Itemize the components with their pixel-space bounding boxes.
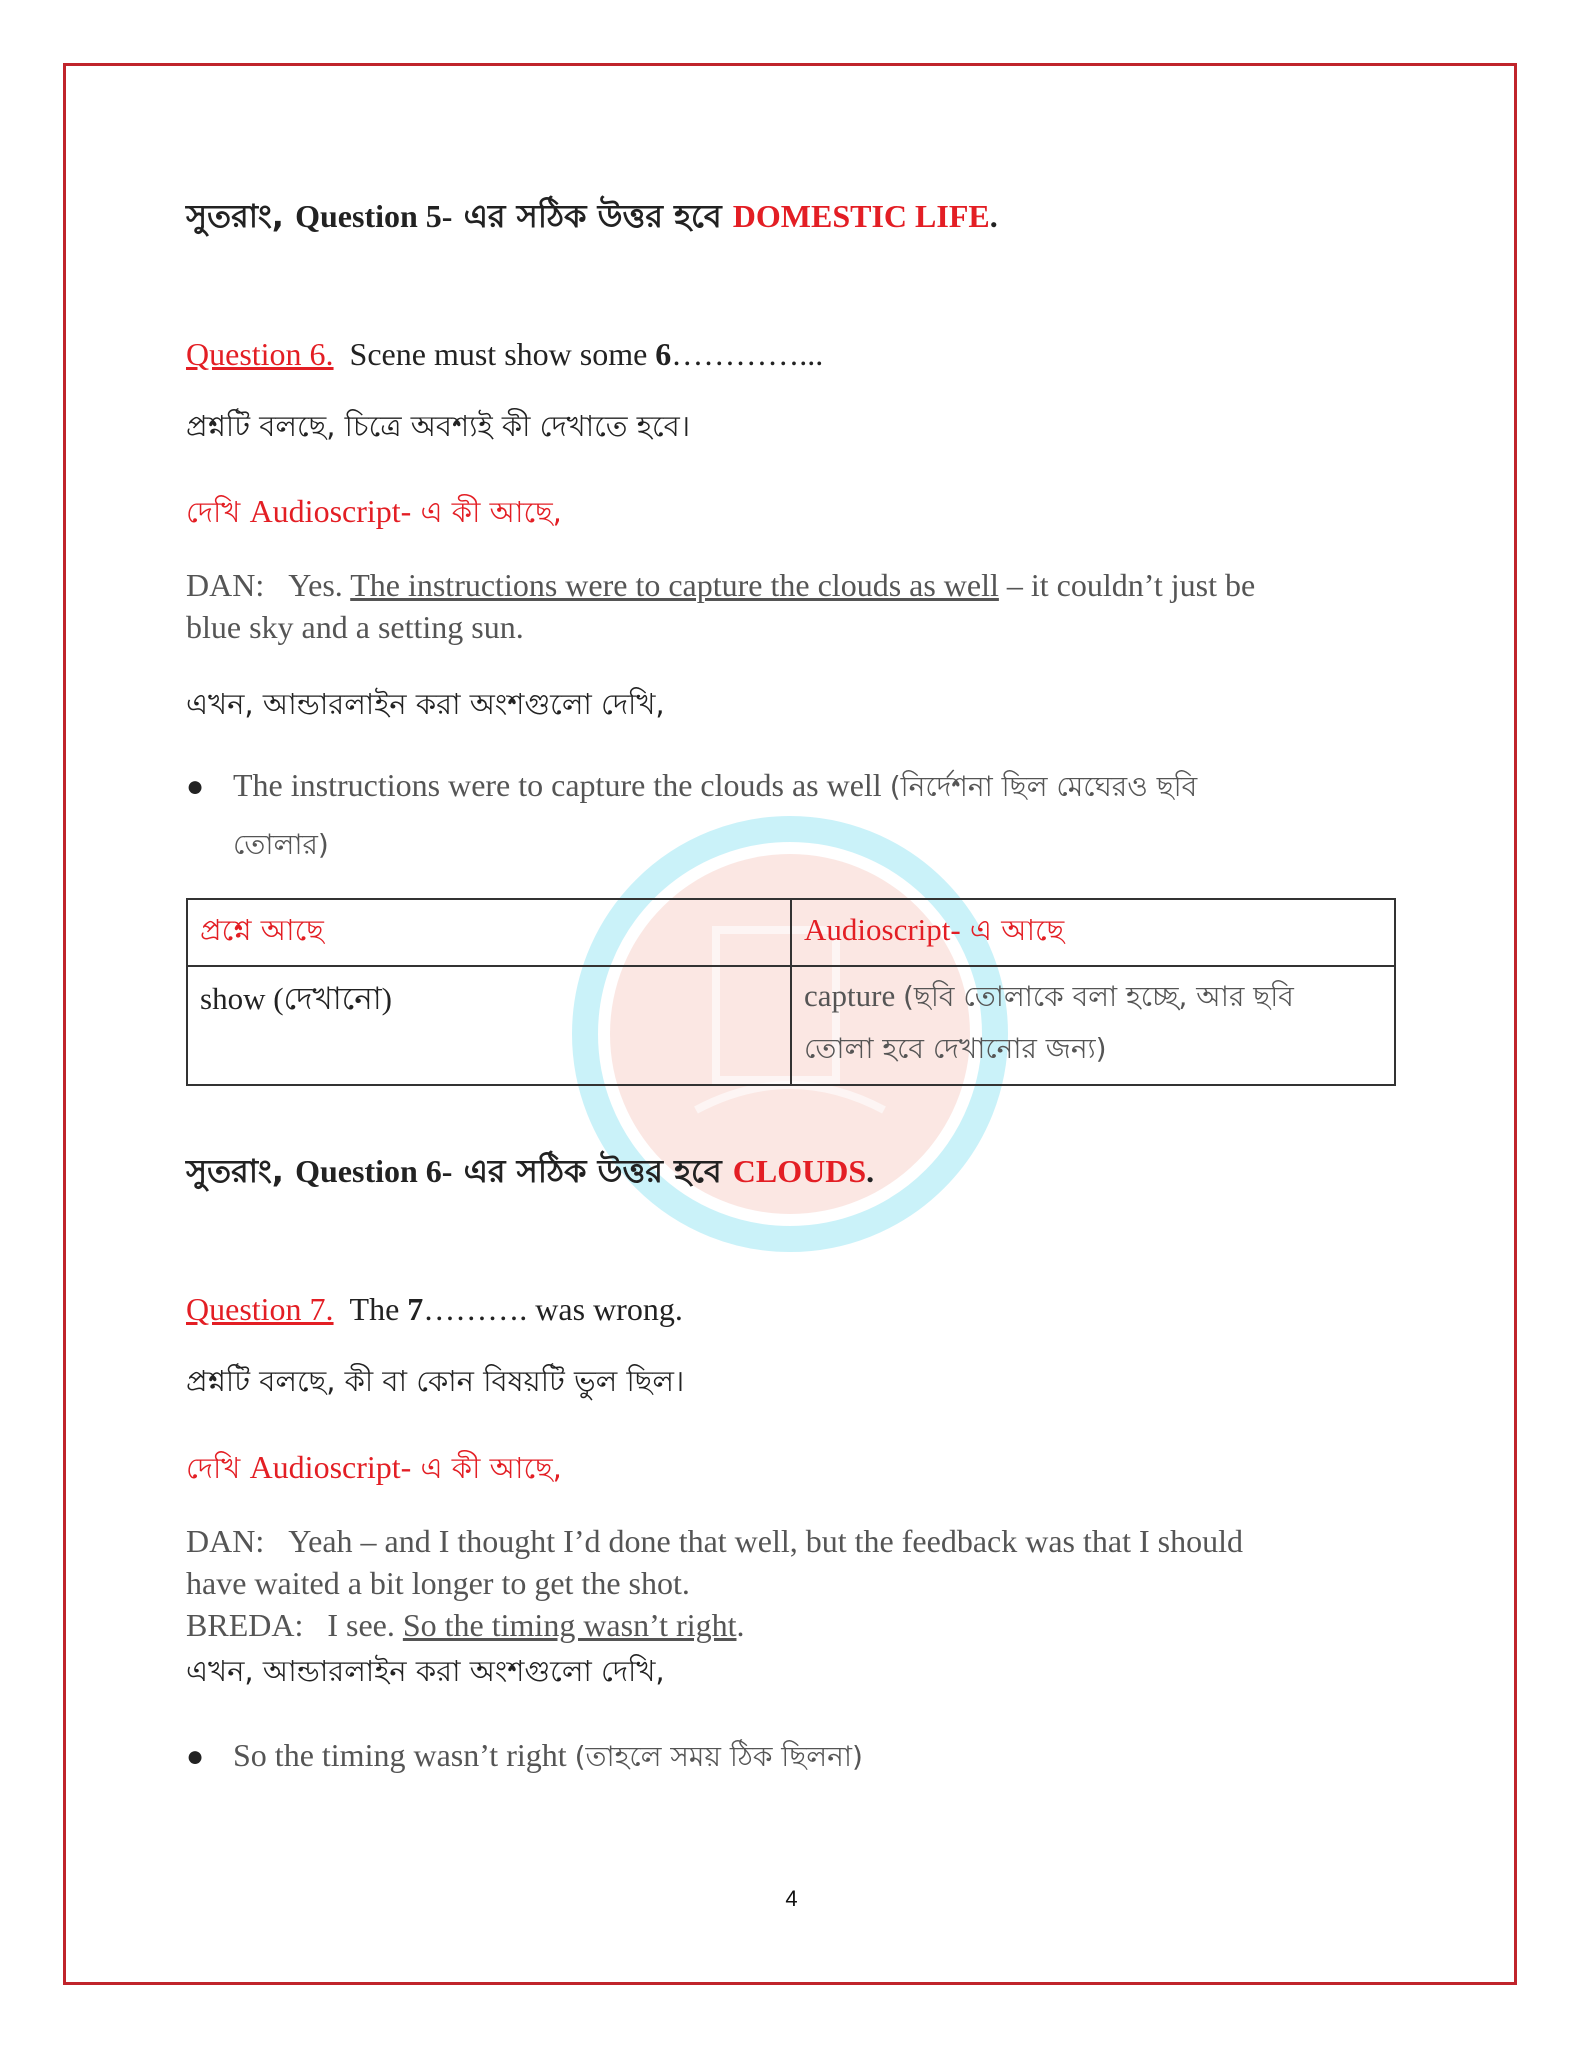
q7-bullet-line — [233, 1734, 1397, 1778]
q7-breda-post: . — [736, 1607, 745, 1643]
q6-conclusion-end: . — [866, 1153, 875, 1189]
q7-bullet-bn: (তাহলে সময় ঠিক ছিলনা) — [574, 1740, 863, 1773]
table-cell-capture-bn2: তোলা হবে দেখানোর জন্য) — [804, 1032, 1107, 1065]
q6-script-line1 — [186, 564, 1397, 606]
q6-conclusion-middle: এর সঠিক উত্তর হবে — [452, 1152, 733, 1190]
table-cell-show: show (দেখানো) — [187, 966, 791, 1085]
q6-line1-pre: Yes. — [288, 567, 351, 603]
q6-bullet-bn1: (নির্দেশনা ছিল মেঘেরও ছবি — [889, 770, 1198, 803]
q6-see-audio-en: Audioscript- — [249, 493, 412, 529]
q7-label: Question 7. — [186, 1291, 334, 1327]
q7-breda-underlined: So the timing wasn’t right — [402, 1607, 737, 1643]
q6-underlined-intro: এখন, আন্ডারলাইন করা অংশগুলো দেখি, — [186, 687, 665, 721]
q7-dan-line2: have waited a bit longer to get the shot. — [186, 1565, 690, 1601]
q6-label: Question 6. — [186, 336, 334, 372]
table-head-audioscript — [791, 899, 1395, 966]
q5-conclusion-question: Question 5- — [295, 198, 453, 234]
q7-see-audio — [186, 1446, 1397, 1489]
q6-bullet-line1 — [233, 764, 1397, 808]
q7-breda-pre: I see. — [327, 1607, 403, 1643]
q7-bullet-en: So the timing wasn’t right — [233, 1737, 575, 1773]
table-cell-capture-bn1: (ছবি তোলাকে বলা হচ্ছে, আর ছবি — [902, 980, 1294, 1013]
q7-underlined-intro: এখন, আন্ডারলাইন করা অংশগুলো দেখি, — [186, 1654, 665, 1688]
table-head-question: প্রশ্নে আছে — [187, 899, 791, 966]
q7-number: 7 — [407, 1291, 424, 1327]
q6-bullet-line2: তোলার) — [233, 828, 329, 861]
q7-see-audio-prefix: দেখি — [186, 1451, 250, 1485]
q6-conclusion — [186, 1150, 1397, 1192]
page-number: 4 — [785, 1886, 798, 1911]
q7-prompt-pre: The — [349, 1291, 408, 1327]
q6-bullet-en: The instructions were to capture the clouds as well — [233, 767, 890, 803]
q6-answer: CLOUDS — [732, 1153, 867, 1189]
q5-conclusion — [186, 195, 1397, 237]
q7-explain: প্রশ্নটি বলছে, কী বা কোন বিষয়টি ভুল ছিল। — [186, 1364, 685, 1398]
q5-conclusion-middle: এর সঠিক উত্তর হবে — [452, 197, 733, 235]
q5-conclusion-prefix: সুতরাং, — [186, 197, 296, 235]
q6-number: 6 — [655, 336, 672, 372]
q7-speaker-breda: BREDA: — [186, 1607, 304, 1643]
q6-line1-underlined: The instructions were to capture the clouds as well — [350, 567, 999, 603]
q6-see-audio — [186, 490, 1397, 533]
q7-see-audio-suffix: এ কী আছে, — [411, 1451, 562, 1485]
table-header-row — [187, 899, 1395, 966]
q6-see-audio-suffix: এ কী আছে, — [411, 495, 562, 529]
q7-bullet-dot: ● — [186, 1740, 205, 1773]
q6-heading — [186, 333, 1397, 375]
q7-breda-line — [186, 1604, 1397, 1646]
q6-prompt: Scene must show some — [349, 336, 656, 372]
q7-prompt-post: ………. was wrong. — [423, 1291, 683, 1327]
q5-answer: DOMESTIC LIFE — [732, 198, 990, 234]
q7-speaker-dan: DAN: — [186, 1523, 265, 1559]
q7-see-audio-en: Audioscript- — [249, 1449, 412, 1485]
q6-speaker: DAN: — [186, 567, 265, 603]
q6-conclusion-question: Question 6- — [295, 1153, 453, 1189]
q6-conclusion-prefix: সুতরাং, — [186, 1152, 296, 1190]
q7-dan-text1: Yeah – and I thought I’d done that well, but the feedback was that I should — [288, 1523, 1243, 1559]
q6-line1-post: – it couldn’t just be — [998, 567, 1256, 603]
q7-dan-line1 — [186, 1520, 1397, 1562]
q7-heading — [186, 1288, 1397, 1330]
q6-blank: …………... — [671, 336, 824, 372]
q6-see-audio-prefix: দেখি — [186, 495, 250, 529]
q6-explain: প্রশ্নটি বলছে, চিত্রে অবশ্যই কী দেখাতে হবে। — [186, 409, 691, 443]
table-row — [187, 966, 1395, 1085]
table-head-audioscript-bn: এ আছে — [960, 913, 1065, 947]
q6-bullet-dot: ● — [186, 770, 205, 803]
comparison-table — [186, 898, 1396, 1086]
table-head-audioscript-en: Audioscript- — [804, 912, 961, 947]
table-cell-capture — [791, 966, 1395, 1085]
q5-conclusion-end: . — [989, 198, 998, 234]
q6-script-line2: blue sky and a setting sun. — [186, 609, 524, 645]
table-cell-capture-en: capture — [804, 978, 903, 1013]
